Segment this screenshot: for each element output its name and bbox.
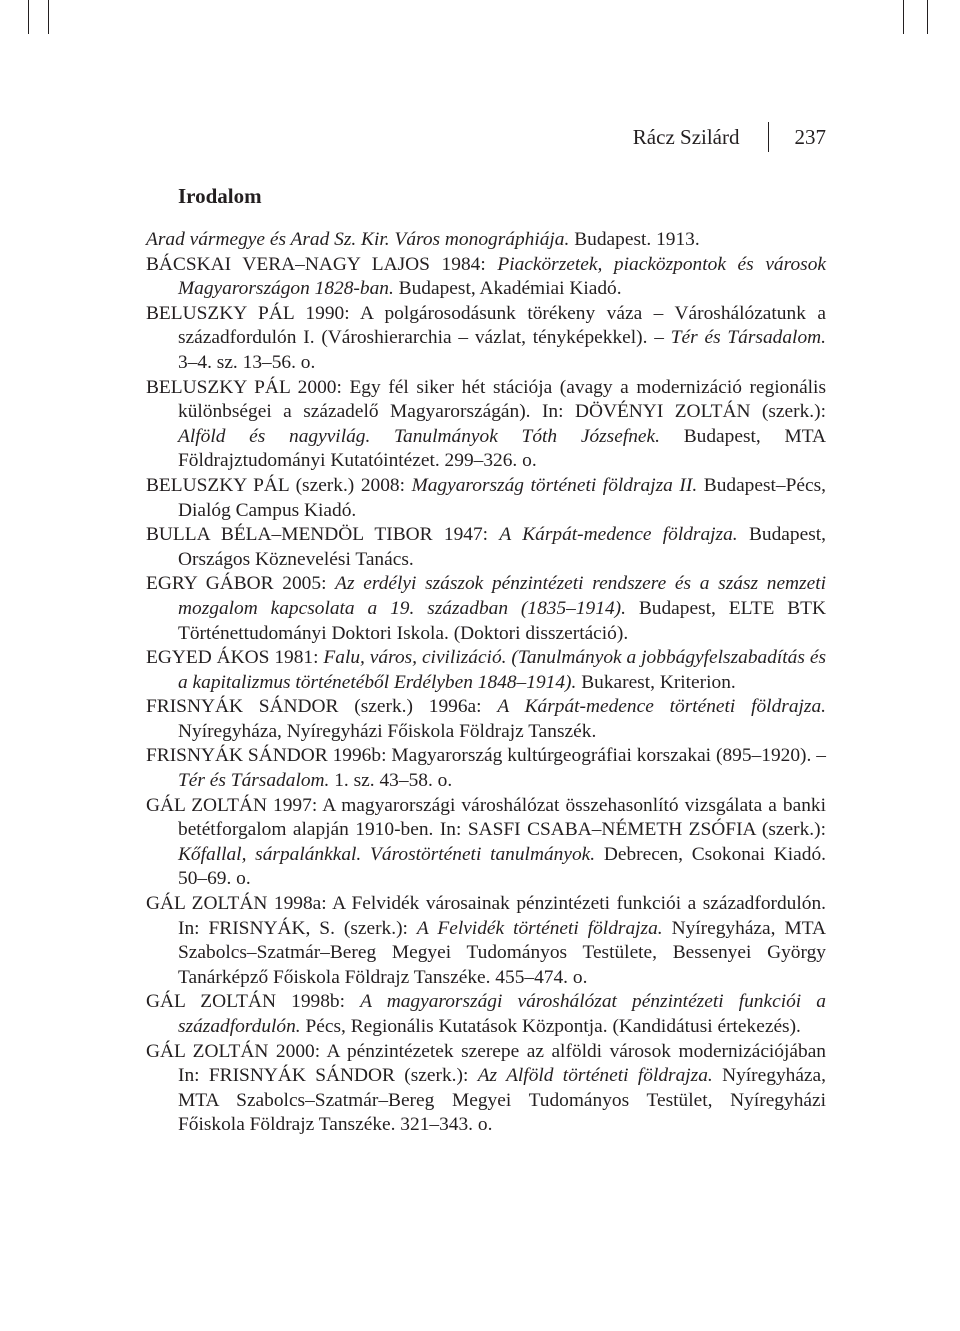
reference-text: Pécs, Regionális Kutatások Központja. (Kandidátusi értekezés). [300, 1016, 801, 1037]
reference-text: GÁL ZOLTÁN 1998a: A Felvidék városainak pénzintézeti funkciói a századfordulón. In: FRISNYÁK, S. (szerk.): [146, 893, 826, 939]
reference-text: 1. sz. 43–58. o. [329, 770, 453, 792]
reference-item [146, 474, 826, 523]
reference-item [146, 892, 826, 990]
reference-text: Budapest, MTA Földrajztudományi Kutatóintézet. 299–326. o. [178, 425, 826, 472]
reference-item [146, 228, 826, 253]
reference-item [146, 376, 826, 474]
reference-title-italic: A Kárpát-medence történeti földrajza. [497, 696, 826, 718]
reference-text: Debrecen, Csokonai Kiadó. 50–69. o. [178, 843, 826, 890]
reference-title-italic: Tér és Társadalom. [670, 327, 826, 349]
reference-text: Nyíregyháza, MTA Szabolcs–Szatmár–Bereg Megyei Tudományos Testület, Nyíregyházi Főiskola Földrajz Tanszéke. 321–343. o. [178, 1065, 826, 1136]
reference-title-italic: Kőfallal, sárpalánkkal. Várostörténeti tanulmányok. [178, 843, 596, 865]
reference-text: FRISNYÁK SÁNDOR (szerk.) 1996a: [146, 696, 498, 718]
reference-text: Bukarest, Kriterion. [576, 671, 736, 693]
reference-title-italic: Alföld és nagyvilág. Tanulmányok Tóth Józsefnek. [178, 425, 660, 447]
reference-text: GÁL ZOLTÁN 1997: A magyarországi városhálózat összehasonlító vizsgálata a banki betétforgalom alapján 1910-ben. In: SASFI CSABA–NÉMETH ZSÓFIA (szerk.): [146, 794, 826, 841]
reference-item [146, 523, 826, 572]
reference-item [146, 572, 826, 646]
reference-text: EGRY GÁBOR 2005: [146, 573, 336, 595]
reference-text: Budapest, Akadémiai Kiadó. [393, 278, 622, 300]
crop-mark-top-left-inner [48, 0, 49, 34]
reference-text: Budapest, Országos Köznevelési Tanács. [178, 524, 826, 570]
reference-item [146, 646, 826, 695]
crop-mark-top-right-outer [927, 0, 928, 34]
reference-title-italic: A Felvidék történeti földrajza. [416, 917, 663, 939]
reference-item [146, 302, 826, 376]
reference-title-italic: Falu, város, civilizáció. (Tanulmányok a jobbágyfelszabadítás és a kapitalizmus történetéből Erdélyben 1848–1914). [178, 647, 826, 693]
reference-text: 3–4. sz. 13–56. o. [178, 351, 316, 373]
reference-title-italic: Arad vármegye és Arad Sz. Kir. Város monográphiája. [146, 229, 570, 250]
reference-text: Budapest. 1913. [569, 229, 700, 250]
reference-text: FRISNYÁK SÁNDOR 1996b: Magyarország kultúrgeográfiai korszakai (895–1920). – [146, 745, 826, 767]
reference-text: BELUSZKY PÁL (szerk.) 2008: [146, 474, 412, 496]
reference-list [146, 228, 826, 1138]
reference-text: Nyíregyháza, Nyíregyházi Főiskola Földrajz Tanszék. [178, 720, 597, 742]
reference-text: EGYED ÁKOS 1981: [146, 647, 324, 669]
reference-item [146, 253, 826, 302]
crop-mark-top-right-inner [903, 0, 904, 34]
reference-title-italic: A magyarországi városhálózat pénzintézeti funkciói a századfordulón. [178, 991, 826, 1037]
reference-item [146, 695, 826, 744]
running-header [633, 122, 826, 152]
reference-title-italic: Magyarország történeti földrajza II. [411, 474, 698, 496]
header-author: Rácz Szilárd [632, 124, 740, 149]
reference-item [146, 744, 826, 793]
reference-text: Budapest–Pécs, Dialóg Campus Kiadó. [178, 474, 827, 521]
reference-title-italic: Az Alföld történeti földrajza. [477, 1065, 713, 1087]
page-number: 237 [794, 124, 826, 149]
reference-text: Nyíregyháza, MTA Szabolcs–Szatmár–Bereg Megyei Tudományos Testülete, Bessenyei György Tanárképző Főiskola Földrajz Tanszéke. 455–474. o. [178, 917, 826, 988]
reference-text: GÁL ZOLTÁN 2000: A pénzintézetek szerepe az alföldi városok modernizációjában In: FRISNYÁK SÁNDOR (szerk.): [146, 1040, 826, 1087]
reference-text: BULLA BÉLA–MENDÖL TIBOR 1947: [146, 524, 500, 546]
section-title: Irodalom [178, 184, 262, 208]
reference-title-italic: Piackörzetek, piacközpontok és városok Magyarországon 1828-ban. [178, 253, 826, 300]
reference-title-italic: Tér és Társadalom. [178, 770, 330, 792]
reference-text: BELUSZKY PÁL 2000: Egy fél siker hét stációja (avagy a modernizáció regionális különbségei a századelő Magyarországán). In: DÖVÉNYI ZOLTÁN (szerk.): [146, 376, 826, 423]
reference-item [146, 990, 826, 1039]
reference-title-italic: Az erdélyi szászok pénzintézeti rendszere és a szász nemzeti mozgalom kapcsolata a 19. században (1835–1914). [178, 573, 826, 619]
reference-item [146, 794, 826, 892]
reference-text: BÁCSKAI VERA–NAGY LAJOS 1984: [146, 253, 498, 275]
reference-title-italic: A Kárpát-medence földrajza. [499, 524, 738, 546]
crop-mark-top-left-outer [28, 0, 29, 34]
reference-item [146, 1040, 826, 1138]
reference-text: Budapest, ELTE BTK Történettudományi Doktori Iskola. (Doktori disszertáció). [178, 597, 827, 644]
reference-text: GÁL ZOLTÁN 1998b: [146, 991, 361, 1013]
reference-text: BELUSZKY PÁL 1990: A polgárosodásunk törékeny váza – Városhálózatunk a századfordulón I. (Városhierarchia – vázlat, tényképekkel). – [146, 302, 826, 349]
